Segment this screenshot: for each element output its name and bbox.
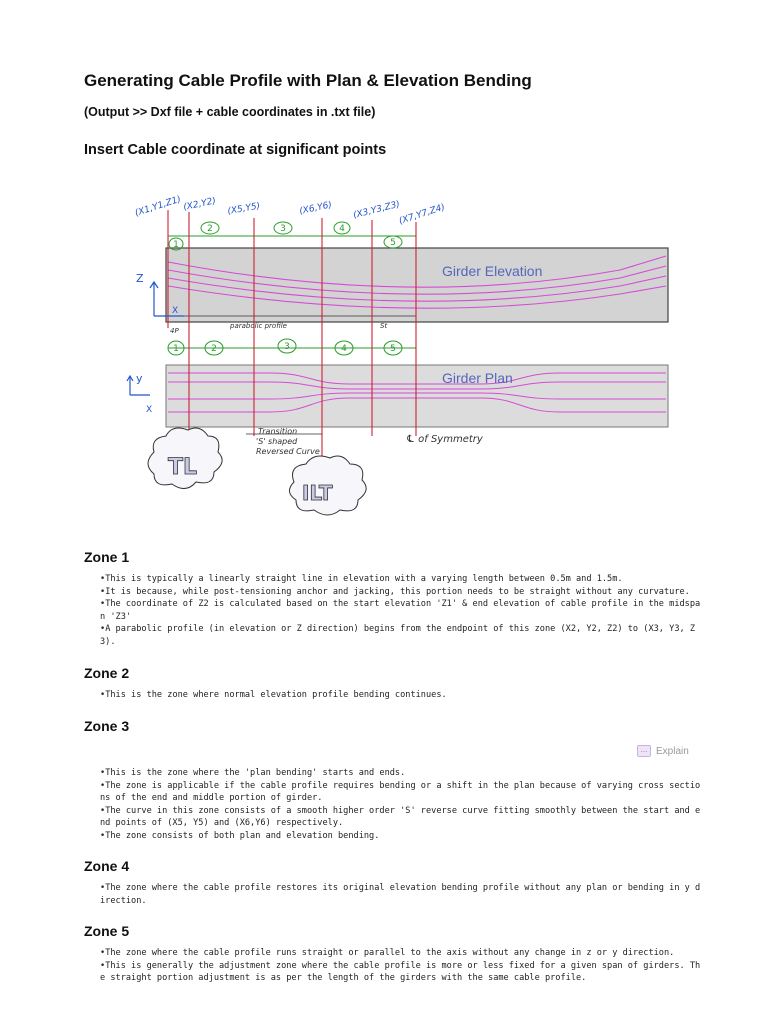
- zone-number: 1: [173, 240, 179, 250]
- list-item: • This is the zone where normal elevation profile bending continues.: [100, 689, 705, 702]
- coordinate-label: (X2,Y2): [182, 196, 217, 213]
- zone-number: 2: [207, 224, 213, 234]
- zone-3-bullets: [100, 767, 705, 843]
- list-item: • This is generally the adjustment zone where the cable profile is more or less fixed for a given span of girders. The straight portion adjustment is as per the length of the girders with the same cable profile.: [100, 960, 705, 985]
- axis-y-label: y: [136, 372, 143, 385]
- explain-label: Explain: [656, 745, 689, 757]
- zone-number: 1: [173, 344, 179, 354]
- dimension-label: parabolic profile: [230, 322, 287, 330]
- page-subtitle: (Output >> Dxf file + cable coordinates in .txt file): [84, 105, 376, 119]
- coordinate-label: (X5,Y5): [226, 201, 262, 217]
- cloud-right-text: ILT: [302, 481, 333, 505]
- zone-number: 3: [280, 224, 286, 234]
- girder-elevation-label: Girder Elevation: [442, 263, 543, 279]
- coordinate-label: (X3,Y3,Z3): [352, 199, 402, 221]
- girder-plan-box: [166, 365, 668, 427]
- axis-x-label: X: [172, 306, 179, 316]
- zone-number: 4: [339, 224, 345, 234]
- cloud-left: [148, 428, 222, 489]
- zone-5-heading: Zone 5: [84, 923, 130, 939]
- list-item: • The curve in this zone consists of a smooth higher order 'S' reverse curve fitting smoothly between the start and end points of (X5, Y5) and (X6,Y6) respectively.: [100, 805, 705, 830]
- transition-note: Transition: [258, 427, 298, 436]
- list-item: • The zone where the cable profile runs straight or parallel to the axis without any change in z or y direction.: [100, 947, 705, 960]
- coordinate-label: (X6,Y6): [298, 200, 333, 217]
- zone-3-heading: Zone 3: [84, 718, 130, 734]
- list-item: • This is the zone where the 'plan bending' starts and ends.: [100, 767, 705, 780]
- zone-number: 2: [211, 344, 217, 354]
- list-item: • The zone consists of both plan and elevation bending.: [100, 830, 705, 843]
- list-item: • The zone is applicable if the cable profile requires bending or a shift in the plan because of varying cross sections of the end and middle portion of girder.: [100, 780, 705, 805]
- zone-2-bullets: [100, 689, 705, 702]
- transition-note: 'S' shaped: [256, 437, 298, 446]
- list-item: • The zone where the cable profile restores its original elevation bending profile without any plan or bending in y direction.: [100, 882, 705, 907]
- axis-x-label: X: [146, 405, 153, 415]
- dimension-label: St: [380, 322, 388, 330]
- zone-number: 4: [341, 344, 347, 354]
- zone-4-bullets: [100, 882, 705, 907]
- page-title: Generating Cable Profile with Plan & Elevation Bending: [84, 71, 532, 90]
- section-heading: Insert Cable coordinate at significant points: [84, 142, 387, 158]
- list-item: • This is typically a linearly straight line in elevation with a varying length between 0.5m and 1.5m.: [100, 573, 705, 586]
- coordinate-label: (X1,Y1,Z1): [133, 194, 183, 219]
- explain-icon: …: [637, 745, 651, 757]
- zone-1-bullets: [100, 573, 705, 649]
- cloud-right: [289, 456, 366, 515]
- zone-number: 5: [390, 238, 396, 248]
- zone-2-heading: Zone 2: [84, 665, 130, 681]
- zone-1-heading: Zone 1: [84, 549, 130, 565]
- transition-note: Reversed Curve: [256, 447, 320, 456]
- zone-number: 5: [390, 344, 396, 354]
- explain-button[interactable]: [637, 745, 689, 757]
- girder-plan-label: Girder Plan: [442, 370, 513, 386]
- girder-elevation-box: [166, 248, 668, 322]
- list-item: • A parabolic profile (in elevation or Z direction) begins from the endpoint of this zone (X2, Y2, Z2) to (X3, Y3, Z3).: [100, 623, 705, 648]
- coordinate-label: (X7,Y7,Z4): [397, 202, 447, 227]
- list-item: • The coordinate of Z2 is calculated based on the start elevation 'Z1' & end elevation of cable profile in the midspan 'Z3': [100, 598, 705, 623]
- zone-4-heading: Zone 4: [84, 858, 130, 874]
- zone-number: 3: [284, 342, 290, 352]
- dimension-label: 4P: [170, 327, 179, 335]
- axis-z-label: Z: [136, 272, 144, 285]
- symmetry-note: ℄ of Symmetry: [406, 434, 483, 445]
- zone-5-bullets: [100, 947, 705, 985]
- list-item: • It is because, while post-tensioning anchor and jacking, this portion needs to be straight without any curvature.: [100, 586, 705, 599]
- cable-profile-diagram: [110, 190, 700, 530]
- cloud-left-text: TL: [168, 455, 198, 480]
